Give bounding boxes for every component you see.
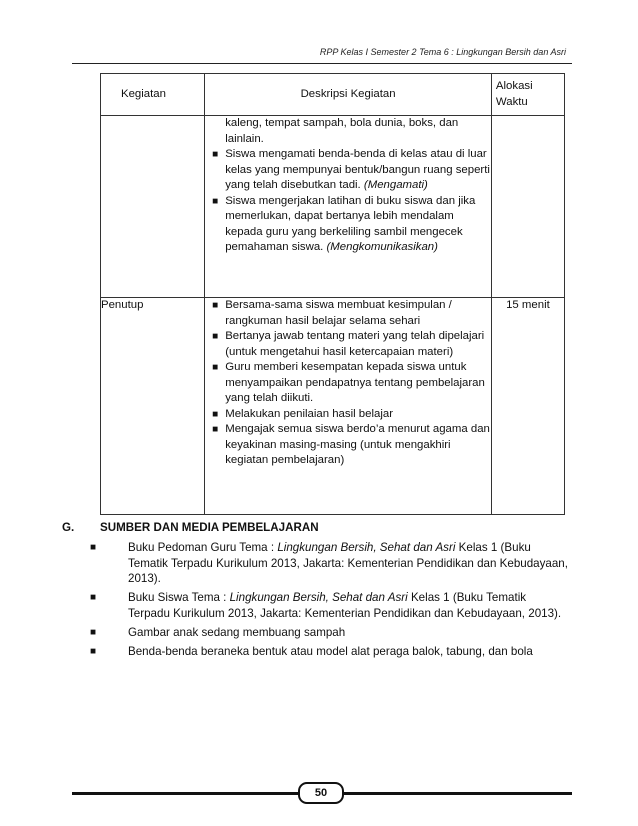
list-item — [90, 540, 572, 587]
running-header: RPP Kelas I Semester 2 Tema 6 : Lingkungan Bersih dan Asri — [319, 47, 566, 57]
item-text: Melakukan penilaian hasil belajar — [225, 407, 394, 420]
bullet-square-icon: ■ — [212, 195, 219, 207]
list-item — [205, 298, 491, 329]
item-text: Siswa mengamati benda-benda di kelas atau di luar kelas yang mempunyai bentuk/bangun ruang seperti yang telah disebutkan tadi. — [225, 148, 490, 191]
section-title: SUMBER DAN MEDIA PEMBELAJARAN — [100, 521, 319, 534]
bullet-square-icon: ■ — [212, 362, 219, 373]
activity-table — [100, 73, 565, 515]
item-pre: Gambar anak sedang membuang sampah — [128, 625, 346, 639]
continuation-text: kaleng, tempat sampah, bola dunia, boks, dan lainlain. — [225, 117, 459, 145]
section-heading — [62, 520, 572, 536]
list-item — [90, 590, 572, 622]
list-item — [205, 407, 491, 423]
item-post: Kelas 1 (Buku Tematik Terpadu Kurikulum 2013, Jakarta: Kementerian Pendidikan dan Kebudayaan, 2013). — [128, 591, 562, 620]
list-item — [205, 422, 491, 469]
list-item — [90, 625, 572, 641]
cell-waktu-penutup: 15 menit — [491, 298, 564, 515]
cell-empty-kegiatan — [101, 116, 205, 298]
cell-deskripsi-penutup — [205, 298, 492, 515]
bullet-square-icon: ■ — [212, 300, 219, 311]
header-alokasi — [491, 74, 564, 116]
bullet-square-icon: ■ — [90, 541, 97, 553]
resource-list — [62, 540, 572, 660]
table-row-penutup — [101, 298, 565, 515]
item-tag: (Mengkomunikasikan) — [326, 241, 438, 253]
table-header-row — [101, 74, 565, 116]
item-pre: Benda-benda beraneka bentuk atau model alat peraga balok, tabung, dan bola — [128, 644, 533, 658]
item-post: Kelas 1 (Buku Tematik Terpadu Kurikulum 2013, Jakarta: Kementerian Pendidikan dan Kebudayaan, 2013). — [128, 540, 568, 586]
header-alokasi-line2: Waktu — [495, 95, 528, 108]
item-em: Lingkungan Bersih, Sehat dan Asri — [277, 540, 456, 554]
list-item — [205, 329, 491, 360]
bullet-square-icon: ■ — [212, 424, 219, 435]
list-item — [205, 194, 491, 256]
item-pre: Buku Pedoman Guru Tema : — [128, 540, 278, 554]
section-letter: G. — [62, 521, 75, 534]
bullet-square-icon: ■ — [90, 645, 97, 657]
item-pre: Buku Siswa Tema : — [128, 591, 230, 605]
bullet-square-icon: ■ — [212, 331, 219, 342]
header-kegiatan: Kegiatan — [101, 74, 205, 116]
table-row-continued — [101, 116, 565, 298]
bullet-square-icon: ■ — [90, 592, 97, 604]
item-text: Guru memberi kesempatan kepada siswa untuk menyampaikan pendapatnya tentang pembelajaran yang telah diikuti. — [225, 361, 485, 404]
bullet-square-icon: ■ — [212, 149, 219, 160]
section-sumber-media — [62, 520, 572, 662]
header-deskripsi: Deskripsi Kegiatan — [205, 74, 492, 116]
header-divider — [72, 63, 572, 64]
cell-kegiatan-penutup: Penutup — [101, 298, 205, 515]
list-item — [90, 644, 572, 660]
bullet-square-icon: ■ — [90, 626, 97, 638]
header-alokasi-line1: Alokasi — [495, 80, 533, 92]
list-item — [205, 360, 491, 407]
item-text: Bersama-sama siswa membuat kesimpulan / rangkuman hasil belajar selama sehari — [225, 299, 452, 327]
bullet-square-icon: ■ — [212, 408, 219, 420]
item-text: Siswa mengerjakan latihan di buku siswa dan jika memerlukan, dapat bertanya lebih mendalam kepada guru yang berkeliling sambil mengecek pemahaman siswa. — [225, 194, 476, 253]
item-em: Lingkungan Bersih, Sehat dan Asri — [229, 591, 408, 605]
cell-deskripsi-continued — [205, 116, 492, 298]
list-item — [205, 147, 491, 194]
cell-empty-waktu — [491, 116, 564, 298]
item-text: Bertanya jawab tentang materi yang telah dipelajari (untuk mengetahui hasil ketercapaian materi) — [225, 330, 485, 358]
item-text: Mengajak semua siswa berdo’a menurut agama dan keyakinan masing-masing (untuk mengakhiri kegiatan pembelajaran) — [225, 423, 490, 466]
page-number: 50 — [298, 782, 344, 804]
item-tag: (Mengamati) — [363, 179, 428, 191]
